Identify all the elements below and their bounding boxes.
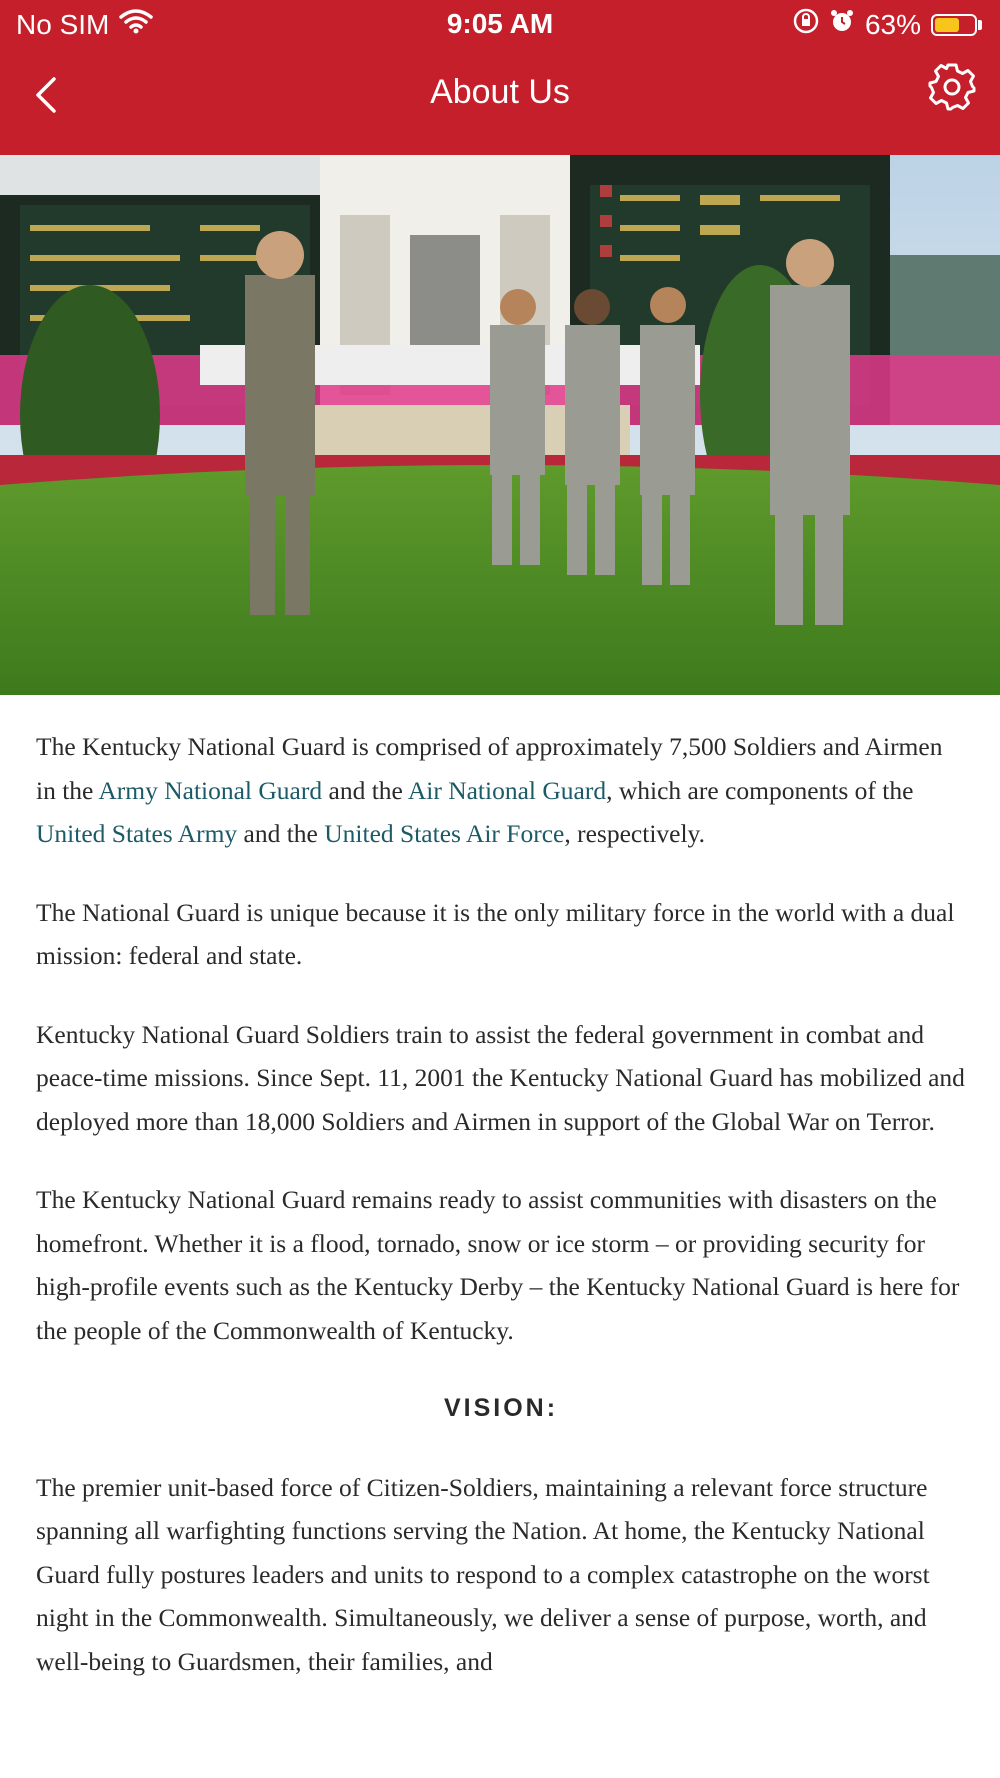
navigation-bar <box>0 55 1000 135</box>
status-bar <box>0 0 1000 50</box>
battery-percent: 63% <box>864 8 921 40</box>
orientation-lock-icon <box>793 8 819 41</box>
article-content <box>36 725 966 1718</box>
gear-icon <box>926 61 978 113</box>
settings-button[interactable] <box>926 61 978 113</box>
united-states-air-force-link[interactable]: United States Air Force <box>324 819 565 848</box>
paragraph-dual-mission: The National Guard is unique because it is the only military force in the world with a dual mission: federal and state. <box>36 897 955 970</box>
status-right <box>793 8 982 41</box>
app-header <box>0 0 1000 155</box>
paragraph-state: The Kentucky National Guard remains ready to assist communities with disasters on the homefront. Whether it is a flood, tornado, snow or ice storm – or providing security for high-profile events such as the Kentucky Derby – the Kentucky National Guard is here for the people of the Commonwealth of Kentucky. <box>36 1185 960 1345</box>
united-states-army-link[interactable]: United States Army <box>36 819 238 848</box>
page-title: About Us <box>430 73 570 111</box>
paragraph-intro: The Kentucky National Guard is comprised of approximately 7,500 Soldiers and Airmen in the Army National Guard and the Air National Guard, which are components of the United States Army and the United States Air Force, respectively. <box>36 732 943 848</box>
air-national-guard-link[interactable]: Air National Guard <box>407 775 607 805</box>
vision-heading: VISION: <box>443 1394 559 1422</box>
vision-paragraph: The premier unit-based force of Citizen-Soldiers, maintaining a relevant force structure spanning all warfighting functions serving the Nation. At home, the Kentucky National Guard fully postures leaders and units to respond to a complex catastrophe on the worst night in the Commonwealth. Simultaneously, we deliver a sense of purpose, worth, and well-being to Guardsmen, their families, and <box>36 1472 930 1676</box>
carrier-label: No SIM <box>16 8 110 40</box>
status-time: 9:05 AM <box>446 8 554 39</box>
alarm-icon <box>829 8 855 41</box>
battery-icon <box>931 14 982 36</box>
hero-photo <box>0 155 1000 695</box>
paragraph-federal: Kentucky National Guard Soldiers train to assist the federal government in combat and peace-time missions. Since Sept. 11, 2001 the Kentucky National Guard has mobilized and deployed more than 18,000 Soldiers and Airmen in support of the Global War on Terror. <box>36 1019 965 1136</box>
army-national-guard-link[interactable]: Army National Guard <box>98 775 323 805</box>
